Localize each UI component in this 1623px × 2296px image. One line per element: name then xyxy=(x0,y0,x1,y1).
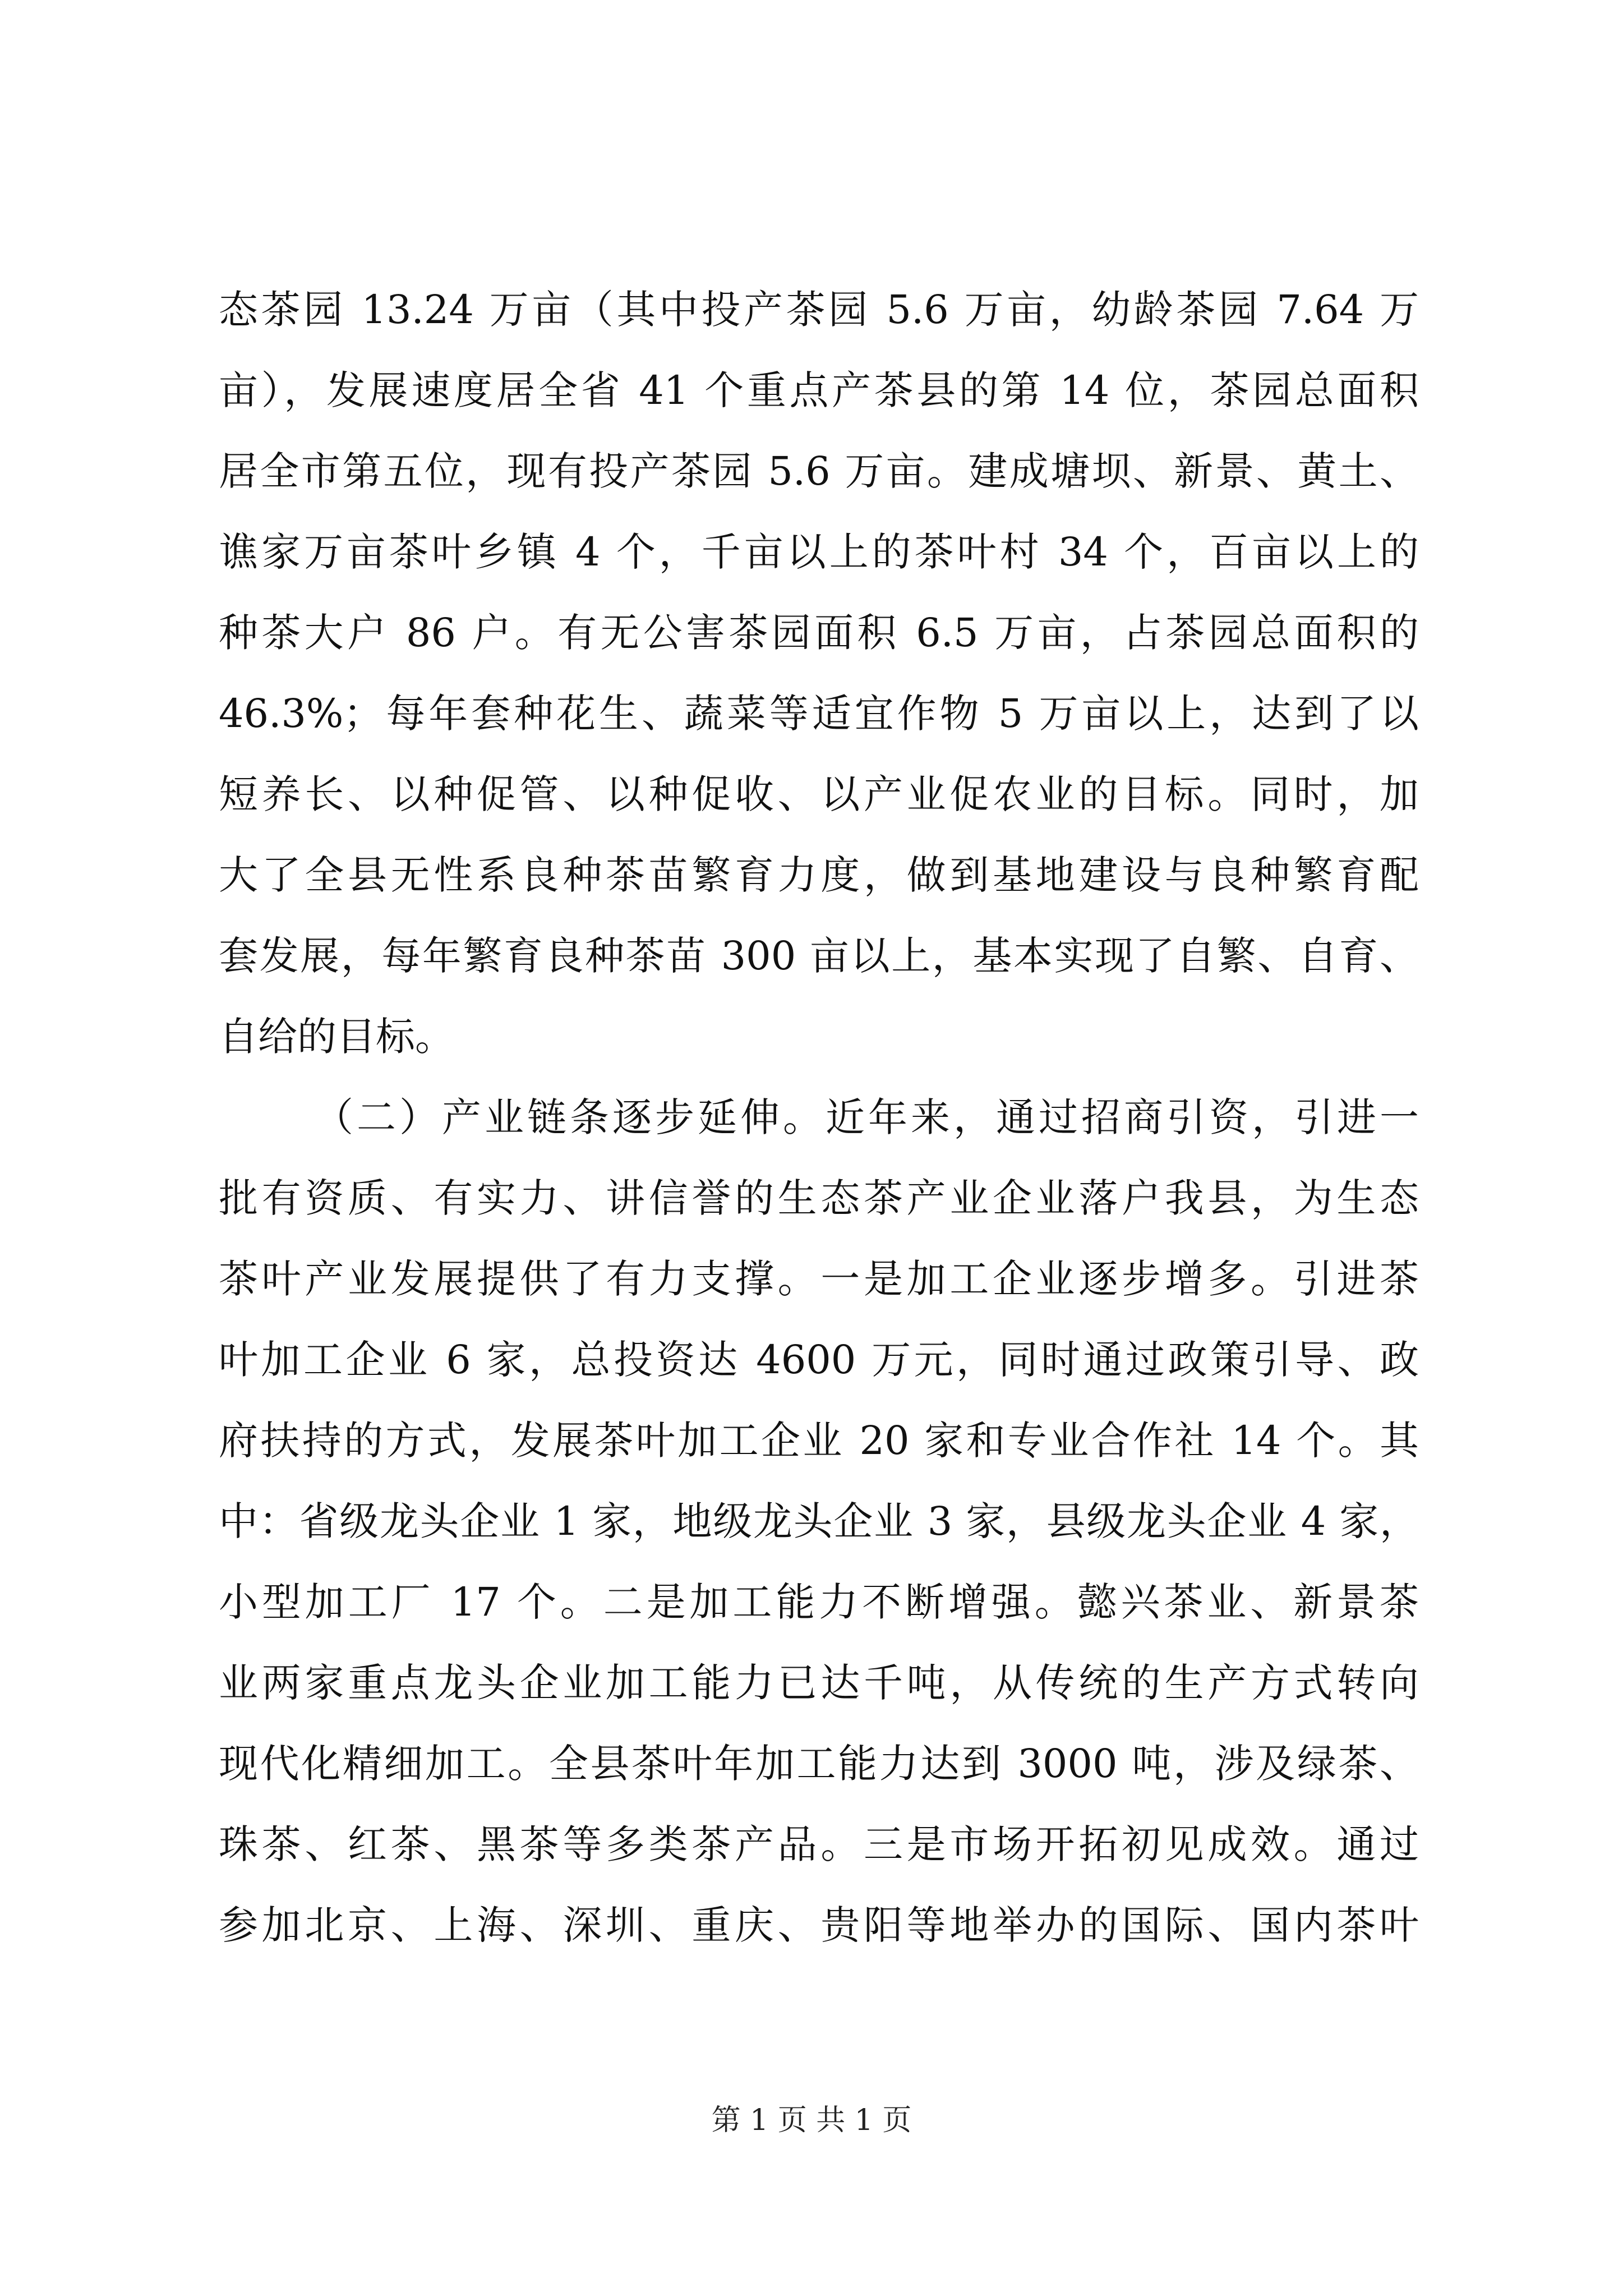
text-line: 府扶持的方式，发展茶叶加工企业 20 家和专业合作社 14 个。其 xyxy=(219,1418,1419,1464)
text-line: 业两家重点龙头企业加工能力已达千吨，从传统的生产方式转向 xyxy=(219,1660,1419,1706)
text-line: 短养长、以种促管、以种促收、以产业促农业的目标。同时，加 xyxy=(219,771,1419,817)
text-line: 叶加工企业 6 家，总投资达 4600 万元，同时通过政策引导、政 xyxy=(219,1337,1419,1383)
text-line: 小型加工厂 17 个。二是加工能力不断增强。懿兴茶业、新景茶 xyxy=(219,1579,1419,1625)
text-line: 现代化精细加工。全县茶叶年加工能力达到 3000 吨，涉及绿茶、 xyxy=(219,1741,1419,1787)
text-line: 谯家万亩茶叶乡镇 4 个，千亩以上的茶叶村 34 个，百亩以上的 xyxy=(219,529,1419,575)
text-line: 批有资质、有实力、讲信誉的生态茶产业企业落户我县，为生态 xyxy=(219,1175,1419,1221)
text-line: 种茶大户 86 户。有无公害茶园面积 6.5 万亩，占茶园总面积的 xyxy=(219,610,1419,656)
text-line: 珠茶、红茶、黑茶等多类茶产品。三是市场开拓初见成效。通过 xyxy=(219,1821,1419,1867)
text-line-paragraph-end: 自给的目标。 xyxy=(219,1014,454,1060)
text-line: 茶叶产业发展提供了有力支撑。一是加工企业逐步增多。引进茶 xyxy=(219,1256,1419,1302)
page-footer: 第 1 页 共 1 页 xyxy=(711,2104,912,2137)
text-line: 套发展，每年繁育良种茶苗 300 亩以上，基本实现了自繁、自育、 xyxy=(219,933,1419,979)
text-line: 居全市第五位，现有投产茶园 5.6 万亩。建成塘坝、新景、黄土、 xyxy=(219,448,1419,494)
text-line: 参加北京、上海、深圳、重庆、贵阳等地举办的国际、国内茶叶 xyxy=(219,1902,1419,1948)
text-line: 态茶园 13.24 万亩（其中投产茶园 5.6 万亩，幼龄茶园 7.64 万 xyxy=(219,287,1419,333)
text-line: 中：省级龙头企业 1 家，地级龙头企业 3 家，县级龙头企业 4 家， xyxy=(219,1498,1419,1544)
document-body xyxy=(219,269,1419,1966)
text-line: 亩），发展速度居全省 41 个重点产茶县的第 14 位，茶园总面积 xyxy=(219,367,1419,413)
text-line-section-heading: （二）产业链条逐步延伸。近年来，通过招商引资，引进一 xyxy=(314,1094,1419,1140)
text-line: 大了全县无性系良种茶苗繁育力度，做到基地建设与良种繁育配 xyxy=(219,852,1419,898)
text-line: 46.3%；每年套种花生、蔬菜等适宜作物 5 万亩以上，达到了以 xyxy=(219,691,1419,737)
